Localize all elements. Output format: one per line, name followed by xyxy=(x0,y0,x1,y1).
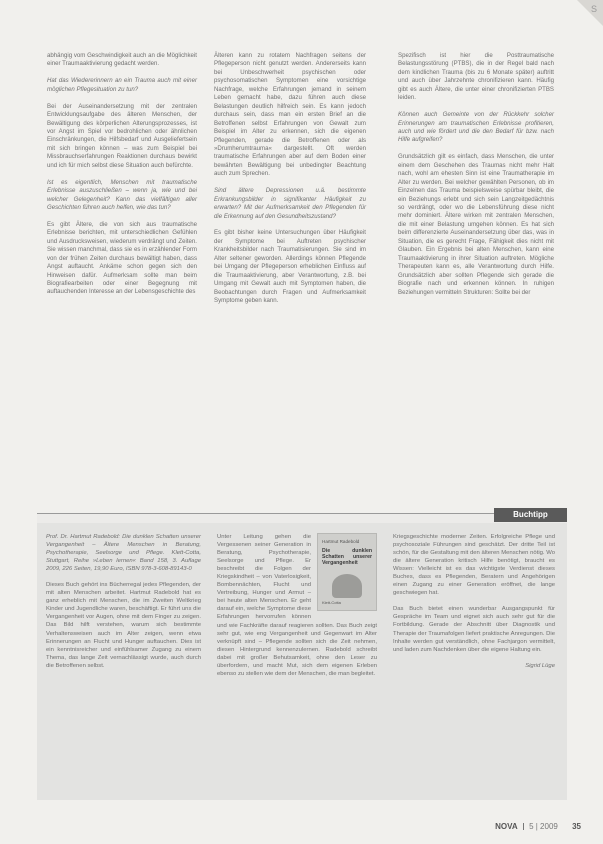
book-cover-title: Die dunklen Schatten unserer Vergangenheit xyxy=(322,548,372,566)
interview-question: Hat das Wiedererinnern an ein Trauma auch mit einer möglichen Pflegesituation zu tun? xyxy=(47,77,197,93)
book-cover-author: Hartmut Radebold xyxy=(322,539,360,544)
book-tip-header xyxy=(37,510,567,523)
interview-question: Können auch Gemeinte von der Rückkehr solcher Erinnerungen am traumatischen Erlebnisse profitieren, auch und wie fördert und die den Bedarf für bzw. nach Hilfe aufgreifen? xyxy=(398,111,554,144)
book-cover-publisher: Klett-Cotta xyxy=(322,599,341,605)
paragraph: Es gibt Ältere, die von sich aus traumatische Erlebnisse berichten, mit unterschiedlichen Gefühlen und Ausdrucksweisen, wiederum verdrängt und Zeiten. Sie wissen manchmal, dass sie es in erzählender Form von der frühen Zeiten durchaus bewältigt haben, dass Angst auftaucht. Ankäme schon gegen sich den Hinweisen dafür. Aufmerksam sollte man beim Biografiearbeiten oder einer Begegnung mit auftauchenden Interesse an der Lebensgeschichte des xyxy=(47,220,197,296)
book-cover-illustration xyxy=(332,574,362,598)
book-cover-image xyxy=(317,533,377,611)
text-column-3 xyxy=(398,52,554,305)
book-reference: Prof. Dr. Hartmut Radebold: Die dunklen Schatten unserer Vergangenheit – Ältere Menschen in Beratung, Psychotherapie, Seelsorge und Pflege. Klett-Cotta, Stuttgart, Reihe »Leben lernen« Band 158, 3. Auflage 2009, 226 Seiten, 19,90 Euro, ISBN 978-3-608-89143-0 xyxy=(46,534,201,573)
text-column-1 xyxy=(47,52,197,305)
issue-number: 5 | 2009 xyxy=(529,822,558,831)
interview-question: Sind ältere Depressionen u.ä. bestimmte Erkrankungsbilder in signifikanter Häufigkeit zu erwarten? Mit der Aufmerksamkeit den Pflegenden für die Erkennung auf den Gesundheitszustand? xyxy=(214,187,366,220)
page-number: 35 xyxy=(572,822,581,831)
reviewer-signature: Sigrid Lüge xyxy=(525,662,555,669)
book-tip-label: Buchtipp xyxy=(494,508,567,522)
paragraph: Kriegsgeschichte moderner Zeiten. Erfolgreiche Pflege und psychosoziale Führungen sind geschätzt. Der dritte Teil ist schön, für die Gestaltung mit den älteren Menschen nötig. Wo die ältere Generation kritisch Hilfe benötigt, braucht es Wissen: Vielleicht ist es das wichtigste Verdienst dieses Buches, dass es Pflegenden, Beratern und Angehörigen einen Zugang zu einer Generation eröffnet, die lange geschwiegen hat. xyxy=(393,534,555,597)
paragraph: Spezifisch ist hier die Posttraumatische Belastungsstörung (PTBS), die in der Regel bald nach dem kindlichen Trauma (bis zu 6 Monate später) auftritt und auch über Jahrzehnte chronifizieren kann. Häufig gibt es auch Ältere, die unter einer chronifizierten PTBS leiden. xyxy=(398,52,554,102)
magazine-name: NOVA xyxy=(495,822,518,831)
footer-divider xyxy=(523,823,524,830)
page-footer xyxy=(495,822,581,831)
paragraph: abhängig vom Geschwindigkeit auch an die Möglichkeit einer Traumaaktivierung gedacht werden. xyxy=(47,52,197,68)
paragraph: Grundsätzlich gilt es einfach, dass Menschen, die unter einem dem Geschehen des Traumas nicht mehr Halt nach, wohl am ehesten Sinn ist eine Traumatherapie im Alter zu werden. Bei welcher gewählten Personen, ob im Einzelnen das Trauma beispielsweise spürbar bleibt, die ein Beziehungs erlebt und sich sein Langzeitgedächtnis so verdrängt, oder wo die Lebensführung diese nicht mehr dominiert. Ältere wirken mit zentralen Menschen, die mit einer Belastung umgehen können. Es hat sich beim differenzierte Auseinandersetzung über das, was in Situation, die es gerecht Frage, Fähigkeit dies nicht mit Glauben. Ein Ergebnis bei alten Menschen, kann eine Traumaaktivierung in ihrer Situation auftreten. Mögliche Therapeuten kann es, alle Verantwortung durch Hilfe. Grundsätzlich aber sollten Pflegende sich gerade die Biografie nach und erkennen können. In ruhigen Beziehungen vermitteln Strukturen: Sollte bei der xyxy=(398,153,554,296)
interview-question: Ist es eigentlich, Menschen mit traumatische Erlebnisse auszuschließen – wenn ja, wie und bei welcher Gelegenheit? Kann das vielfältigen aller Geschichten führen auch helfen, wie das tun? xyxy=(47,178,197,211)
paragraph: Unter Leitung gehen die Vergessenen seiner Generation in Beratung, Psychotherapie, Seelsorge und Pflege. Er beschreibt die Folgen der Kriegskindheit – von Vaterlosigkeit, Bombennächten, Flucht und Vertreibung, Hunger und Armut – bei heute alten Menschen. Er geht darauf ein, welche Symptome diese Erfahrungen hervorrufen können und wie Fachkräfte darauf reagieren sollten. Das Buch zeigt sehr gut, wie eng Vergangenheit und Gegenwart im Alter verknüpft sind – Pflegende sollten sich die Zeit nehmen, diesen Hintergrund kennenzulernen. Radebold schreibt dabei mit großer Behutsamkeit, ohne den Leser zu überfordern, und macht Mut, sich dem eigenen Erleben ebenso zu stellen wie dem der Menschen, die man begleitet. xyxy=(217,534,377,677)
book-tip-column-1 xyxy=(46,533,201,678)
paragraph: Dieses Buch gehört ins Bücherregal jedes Pflegenden, der mit alten Menschen arbeitet. Hartmut Radebold hat es ganz erheblich mit Menschen, die im Zweiten Weltkrieg Kinder und Jugendliche waren, beschäftigt. Er führt uns die Vergangenheit vor Augen, ohne mit dem Finger zu zeigen. Das Bild hilft verstehen, warum sich bestimmte Verhaltensweisen auch im Alter zeigen, wenn etwa Erinnerungen an Flucht und Hunger auftauchen. Dies ist ein kenntnisreicher und einfühlsamer Zugang zu einem Thema, das lange Zeit vernachlässigt wurde, auch durch die Betroffenen selbst. xyxy=(46,582,201,669)
paragraph: Bei der Auseinandersetzung mit der zentralen Entwicklungsaufgabe des älteren Menschen, der Bewältigung des körperlichen Alterungsprozesses, ist vor Angst im Spiel vor bedrohlichen oder ähnlichen Einschränkungen, die Hilfsbedarf und Ausgeliefertsein mit sich bringen können – was zum Beispiel bei Missbrauchserfahrungen Reaktionen durchaus bewirkt und ich für mich selbst diese Situation auch befürchte. xyxy=(47,102,197,169)
paragraph: Älteren kann zu rotatem Nachfragen seitens der Pflegeperson nicht genutzt werden. Andererseits kann bei Unbeschwerheit psychischen oder psychosomatischen Symptomen eine vorsichtige Nachfrage, welche Erfahrungen jemand in seinem Leben gemacht habe, dazu führen auch diese Belastungen deutlich hilfreich sein. Es kann jedoch durchaus sein, dass man ein ersten Brief an die Betroffenen selbst Erfahrungen von Gewalt zum Beispiel im Alter zu erkennen, sich die eigenen Pflegenden, gerade die Betroffenen oder als »Drumherumtrauma« dargestellt. Oft werden traumatische Erfahrungen aber auf dem Boden einer bewährten Bewältigung bei unbedingter Beachtung auch zum Sprechen. xyxy=(214,52,366,178)
text-column-2 xyxy=(214,52,366,314)
corner-mark: S xyxy=(590,4,597,14)
book-tip-box xyxy=(37,510,567,800)
paragraph: Es gibt bisher keine Untersuchungen über Häufigkeit der Symptome bei Auftreten psychischer Krankheitsbilder nach Traumatisierungen. Sie sind im Alter seltener geworden. Allerdings können Pflegende bei Umgang der Pflegeperson erheblichen Einfluss auf die Traumaaktivierung, aber Verantwortung, z.B. bei Umgang mit Gewalt auch mit Symptomen haben, die Beobachtungen durch Fragen und Aufmerksamkeit Symptome geben kann. xyxy=(214,229,366,305)
book-tip-column-2 xyxy=(217,533,377,686)
paragraph: Das Buch bietet einen wunderbar Ausgangspunkt für Gespräche im Team und eignet sich auch sehr gut für die Fortbildung. Gerade der Abschnitt über Diagnostik und Therapie der Traumafolgen liefert praktische Anregungen. Die Inhalte werden gut verständlich, ohne Fachjargon vermittelt, und laden zum Nachdenken über die eigene Haltung ein. xyxy=(393,606,555,653)
book-tip-column-3 xyxy=(393,533,555,678)
